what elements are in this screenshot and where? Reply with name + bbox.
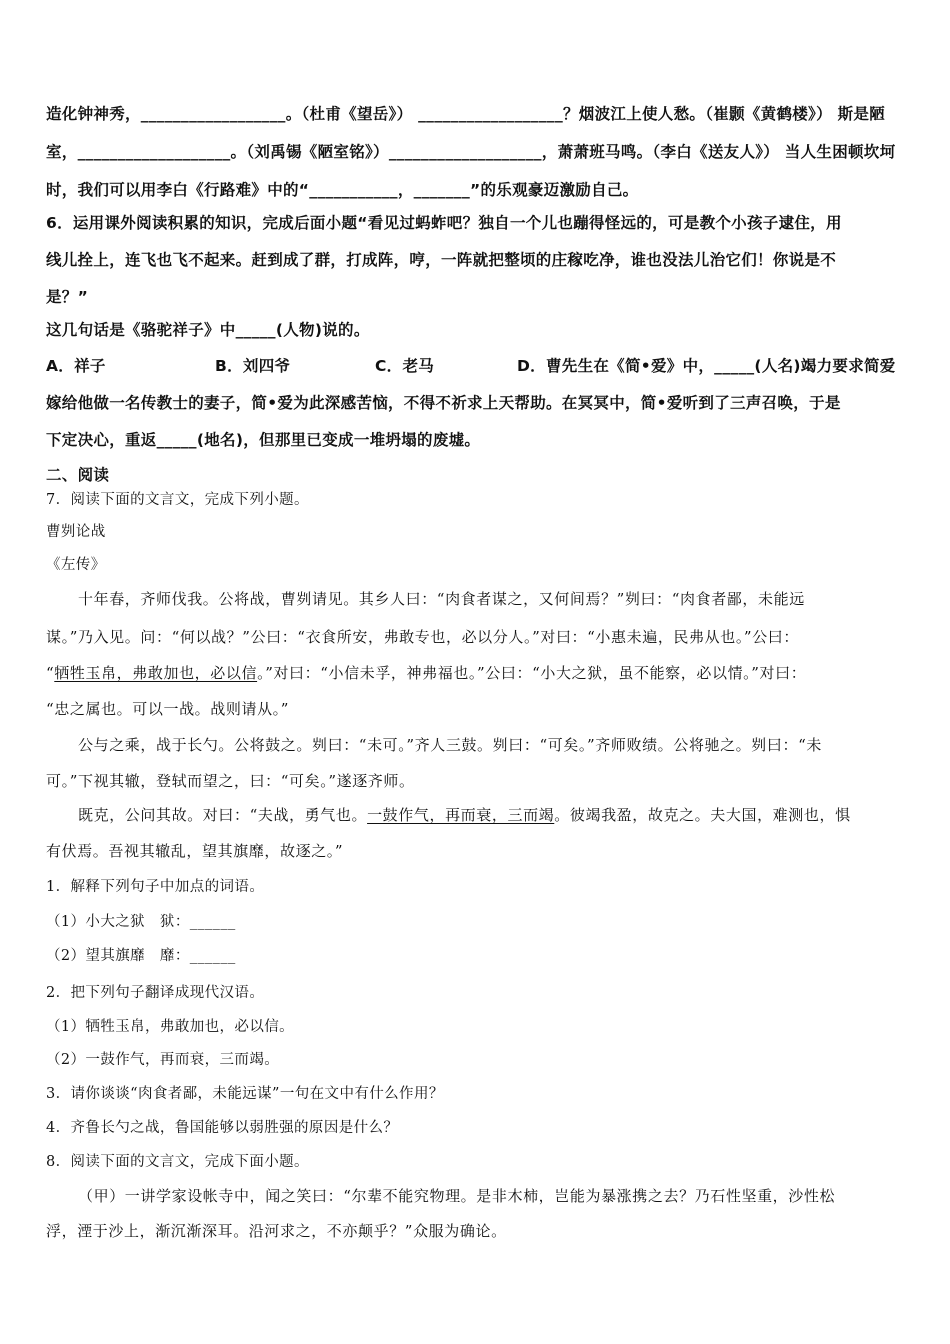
subquestion-4: 4．齐鲁长勺之战，鲁国能够以弱胜强的原因是什么？ bbox=[46, 1120, 399, 1136]
passage-p3-line-1-start: 既克，公问其故。对曰：“夫战，勇气也。 bbox=[78, 806, 368, 824]
passage-p2-line-1: 公与之乘，战于长勺。公将鼓之。刿曰：“未可。”齐人三鼓。刿曰：“可矣。”齐师败绩。公将驰之。刿曰：“未 bbox=[78, 736, 822, 754]
q6-line-7: 下定决心，重返_____(地名)，但那里已变成一堆坍塌的废墟。 bbox=[46, 431, 481, 449]
option-d: D．曹先生 bbox=[517, 357, 594, 375]
passage-source: 《左传》 bbox=[46, 557, 106, 573]
subquestion-2-1: （1）牺牲玉帛，弗敢加也，必以信。 bbox=[46, 1019, 295, 1035]
section-heading-reading: 二、阅读 bbox=[46, 466, 110, 484]
q6-options-line bbox=[46, 354, 896, 376]
q6-line-3: 是？” bbox=[46, 288, 89, 306]
subquestion-2: 2．把下列句子翻译成现代汉语。 bbox=[46, 985, 265, 1001]
passage-p1-line-3 bbox=[46, 662, 806, 683]
passage-p1-line-4: “忠之属也。可以一战。战则请从。” bbox=[46, 700, 290, 718]
q6-line-4: 这几句话是《骆驼祥子》中_____(人物)说的。 bbox=[46, 321, 370, 339]
q5-line-1: 造化钟神秀，__________________。（杜甫《望岳》） __________________？烟波江上使人愁。（崔颢《黄鹤楼》） 斯是陋 bbox=[46, 105, 885, 123]
passage-p1-line-1: 十年春，齐师伐我。公将战，曹刿请见。其乡人曰：“肉食者谋之，又何间焉？”刿曰：“肉食者鄙，未能远 bbox=[78, 590, 805, 608]
q6-jane-eyre-question: 在《简•爱》中，_____(人名)竭力要求简爱 bbox=[593, 357, 896, 375]
option-b: B．刘四爷 bbox=[215, 357, 291, 375]
subquestion-1: 1．解释下列句子中加点的词语。 bbox=[46, 879, 265, 895]
passage-p1-line-2: 谋。”乃入见。问：“何以战？”公曰：“衣食所安，弗敢专也，必以分人。”对曰：“小惠未遍，民弗从也。”公曰： bbox=[46, 628, 799, 646]
passage-p1-line-3-rest: 。”对曰：“小信未孚，神弗福也。”公曰：“小大之狱，虽不能察，必以情。”对曰： bbox=[257, 664, 807, 682]
subquestion-2-2: （2）一鼓作气，再而衰，三而竭。 bbox=[46, 1052, 280, 1068]
underlined-sentence-2: 一鼓作气，再而衰，三而竭 bbox=[367, 806, 555, 824]
option-c: C．老马 bbox=[375, 357, 435, 375]
subquestion-1-1: （1）小大之狱 狱：______ bbox=[46, 914, 236, 930]
q6-line-1: 6．运用课外阅读积累的知识，完成后面小题“看见过蚂蚱吧？独自一个儿也蹦得怪远的，可是教个小孩子逮住，用 bbox=[46, 214, 842, 232]
underlined-sentence-1: 牺牲玉帛，弗敢加也，必以信 bbox=[54, 664, 258, 682]
q5-line-3: 时，我们可以用李白《行路难》中的“___________，_______”的乐观豪迈激励自己。 bbox=[46, 181, 639, 199]
q8-passage-line-2: 浮，湮于沙上，渐沉渐深耳。沿河求之，不亦颠乎？”众服为确论。 bbox=[46, 1222, 507, 1240]
q5-line-2: 室，___________________。（刘禹锡《陋室铭》）___________________，萧萧班马鸣。（李白《送友人》） 当人生困顿坎坷 bbox=[46, 143, 896, 161]
passage-p3-line-2: 有伏焉。吾视其辙乱，望其旗靡，故逐之。” bbox=[46, 842, 344, 860]
passage-title: 曹刿论战 bbox=[46, 524, 106, 540]
passage-p3-line-1 bbox=[78, 804, 851, 825]
passage-p2-line-2: 可。”下视其辙，登轼而望之，曰：“可矣。”遂逐齐师。 bbox=[46, 772, 415, 790]
q8-passage-line-1: （甲）一讲学家设帐寺中，闻之笑曰：“尔辈不能究物理。是非木柿，岂能为暴涨携之去？乃石性坚重，沙性松 bbox=[78, 1187, 836, 1205]
subquestion-3: 3．请你谈谈“肉食者鄙，未能远谋”一句在文中有什么作用？ bbox=[46, 1086, 444, 1102]
q6-line-2: 线儿拴上，连飞也飞不起来。赶到成了群，打成阵，哼，一阵就把整顷的庄稼吃净，谁也没法儿治它们！你说是不 bbox=[46, 251, 837, 269]
option-a: A．祥子 bbox=[46, 357, 106, 375]
passage-p3-line-1-end: 。彼竭我盈，故克之。夫大国，难测也，惧 bbox=[554, 806, 851, 824]
q6-line-6: 嫁给他做一名传教士的妻子，简•爱为此深感苦恼，不得不祈求上天帮助。在冥冥中，简•爱听到了三声召唤，于是 bbox=[46, 394, 841, 412]
q8-intro: 8．阅读下面的文言文，完成下面小题。 bbox=[46, 1154, 309, 1170]
subquestion-1-2: （2）望其旗靡 靡：______ bbox=[46, 948, 236, 964]
q7-intro: 7．阅读下面的文言文，完成下列小题。 bbox=[46, 492, 309, 508]
quote-open: “ bbox=[46, 664, 55, 682]
